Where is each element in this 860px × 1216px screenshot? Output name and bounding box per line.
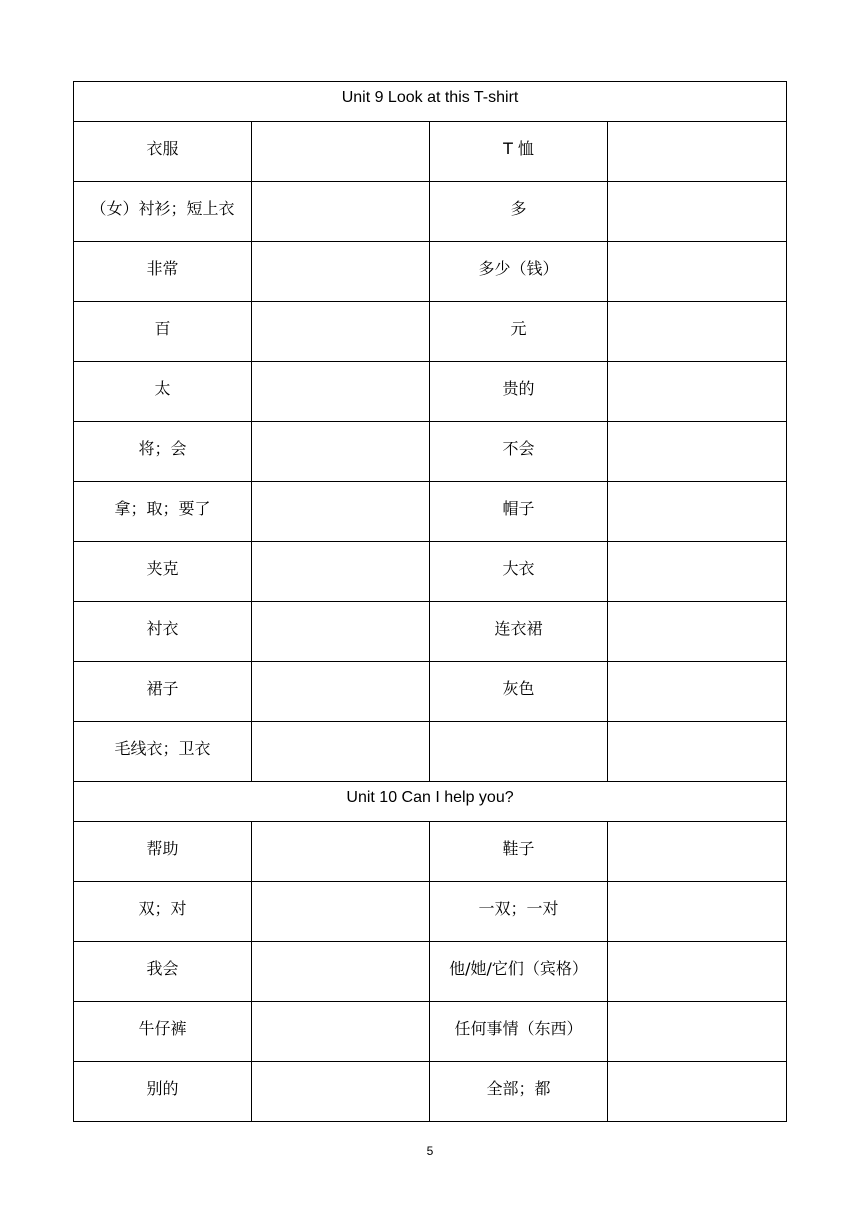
chinese-word-cell: 衣服 bbox=[74, 122, 252, 182]
answer-blank-cell[interactable] bbox=[608, 182, 787, 242]
answer-blank-cell[interactable] bbox=[252, 182, 430, 242]
chinese-word-cell: 帽子 bbox=[430, 482, 608, 542]
chinese-word-cell: 灰色 bbox=[430, 662, 608, 722]
answer-blank-cell[interactable] bbox=[608, 122, 787, 182]
answer-blank-cell[interactable] bbox=[608, 422, 787, 482]
chinese-word-cell: T 恤 bbox=[430, 122, 608, 182]
table-row bbox=[74, 362, 787, 422]
answer-blank-cell[interactable] bbox=[608, 362, 787, 422]
answer-blank-cell[interactable] bbox=[252, 722, 430, 782]
answer-blank-cell[interactable] bbox=[608, 242, 787, 302]
answer-blank-cell[interactable] bbox=[252, 422, 430, 482]
chinese-word-cell: 双；对 bbox=[74, 882, 252, 942]
unit-header-row bbox=[74, 82, 787, 122]
chinese-word-cell: 连衣裙 bbox=[430, 602, 608, 662]
table-row bbox=[74, 542, 787, 602]
chinese-word-cell: 非常 bbox=[74, 242, 252, 302]
vocabulary-table bbox=[73, 81, 787, 1122]
answer-blank-cell[interactable] bbox=[252, 242, 430, 302]
chinese-word-cell: 牛仔裤 bbox=[74, 1002, 252, 1062]
table-row bbox=[74, 302, 787, 362]
table-row bbox=[74, 482, 787, 542]
answer-blank-cell[interactable] bbox=[252, 1002, 430, 1062]
answer-blank-cell[interactable] bbox=[252, 602, 430, 662]
chinese-word-cell: 任何事情（东西） bbox=[430, 1002, 608, 1062]
answer-blank-cell[interactable] bbox=[608, 722, 787, 782]
table-row bbox=[74, 242, 787, 302]
chinese-word-cell: 别的 bbox=[74, 1062, 252, 1122]
chinese-word-cell: 夹克 bbox=[74, 542, 252, 602]
page-number: 5 bbox=[426, 1144, 434, 1158]
chinese-word-cell: 元 bbox=[430, 302, 608, 362]
answer-blank-cell[interactable] bbox=[608, 1002, 787, 1062]
chinese-word-cell: 毛线衣；卫衣 bbox=[74, 722, 252, 782]
table-row bbox=[74, 722, 787, 782]
chinese-word-cell: 不会 bbox=[430, 422, 608, 482]
chinese-word-cell: 拿；取；要了 bbox=[74, 482, 252, 542]
chinese-word-cell: 将；会 bbox=[74, 422, 252, 482]
answer-blank-cell[interactable] bbox=[608, 482, 787, 542]
chinese-word-cell: 我会 bbox=[74, 942, 252, 1002]
table-row bbox=[74, 422, 787, 482]
table-row bbox=[74, 602, 787, 662]
table-row bbox=[74, 882, 787, 942]
chinese-word-cell: 大衣 bbox=[430, 542, 608, 602]
answer-blank-cell[interactable] bbox=[608, 1062, 787, 1122]
table-row bbox=[74, 1062, 787, 1122]
table-row bbox=[74, 822, 787, 882]
unit-title: Unit 10 Can I help you? bbox=[74, 782, 787, 822]
answer-blank-cell[interactable] bbox=[252, 302, 430, 362]
chinese-word-cell: 裙子 bbox=[74, 662, 252, 722]
answer-blank-cell[interactable] bbox=[608, 542, 787, 602]
answer-blank-cell[interactable] bbox=[608, 602, 787, 662]
vocabulary-table-body bbox=[74, 82, 787, 1122]
answer-blank-cell[interactable] bbox=[252, 1062, 430, 1122]
chinese-word-cell: 多少（钱） bbox=[430, 242, 608, 302]
chinese-word-cell bbox=[430, 722, 608, 782]
table-row bbox=[74, 942, 787, 1002]
answer-blank-cell[interactable] bbox=[252, 482, 430, 542]
answer-blank-cell[interactable] bbox=[608, 882, 787, 942]
chinese-word-cell: 太 bbox=[74, 362, 252, 422]
chinese-word-cell: 贵的 bbox=[430, 362, 608, 422]
answer-blank-cell[interactable] bbox=[252, 542, 430, 602]
table-row bbox=[74, 1002, 787, 1062]
chinese-word-cell: 帮助 bbox=[74, 822, 252, 882]
table-row bbox=[74, 182, 787, 242]
chinese-word-cell: 多 bbox=[430, 182, 608, 242]
chinese-word-cell: 百 bbox=[74, 302, 252, 362]
answer-blank-cell[interactable] bbox=[252, 822, 430, 882]
table-row bbox=[74, 662, 787, 722]
chinese-word-cell: 一双；一对 bbox=[430, 882, 608, 942]
chinese-word-cell: 全部；都 bbox=[430, 1062, 608, 1122]
unit-header-row bbox=[74, 782, 787, 822]
chinese-word-cell: 他/她/它们（宾格） bbox=[430, 942, 608, 1002]
answer-blank-cell[interactable] bbox=[252, 122, 430, 182]
answer-blank-cell[interactable] bbox=[608, 822, 787, 882]
answer-blank-cell[interactable] bbox=[252, 882, 430, 942]
chinese-word-cell: 衬衣 bbox=[74, 602, 252, 662]
answer-blank-cell[interactable] bbox=[252, 362, 430, 422]
answer-blank-cell[interactable] bbox=[608, 302, 787, 362]
answer-blank-cell[interactable] bbox=[608, 942, 787, 1002]
chinese-word-cell: （女）衬衫；短上衣 bbox=[74, 182, 252, 242]
answer-blank-cell[interactable] bbox=[252, 942, 430, 1002]
chinese-word-cell: 鞋子 bbox=[430, 822, 608, 882]
table-row bbox=[74, 122, 787, 182]
answer-blank-cell[interactable] bbox=[608, 662, 787, 722]
unit-title: Unit 9 Look at this T-shirt bbox=[74, 82, 787, 122]
answer-blank-cell[interactable] bbox=[252, 662, 430, 722]
